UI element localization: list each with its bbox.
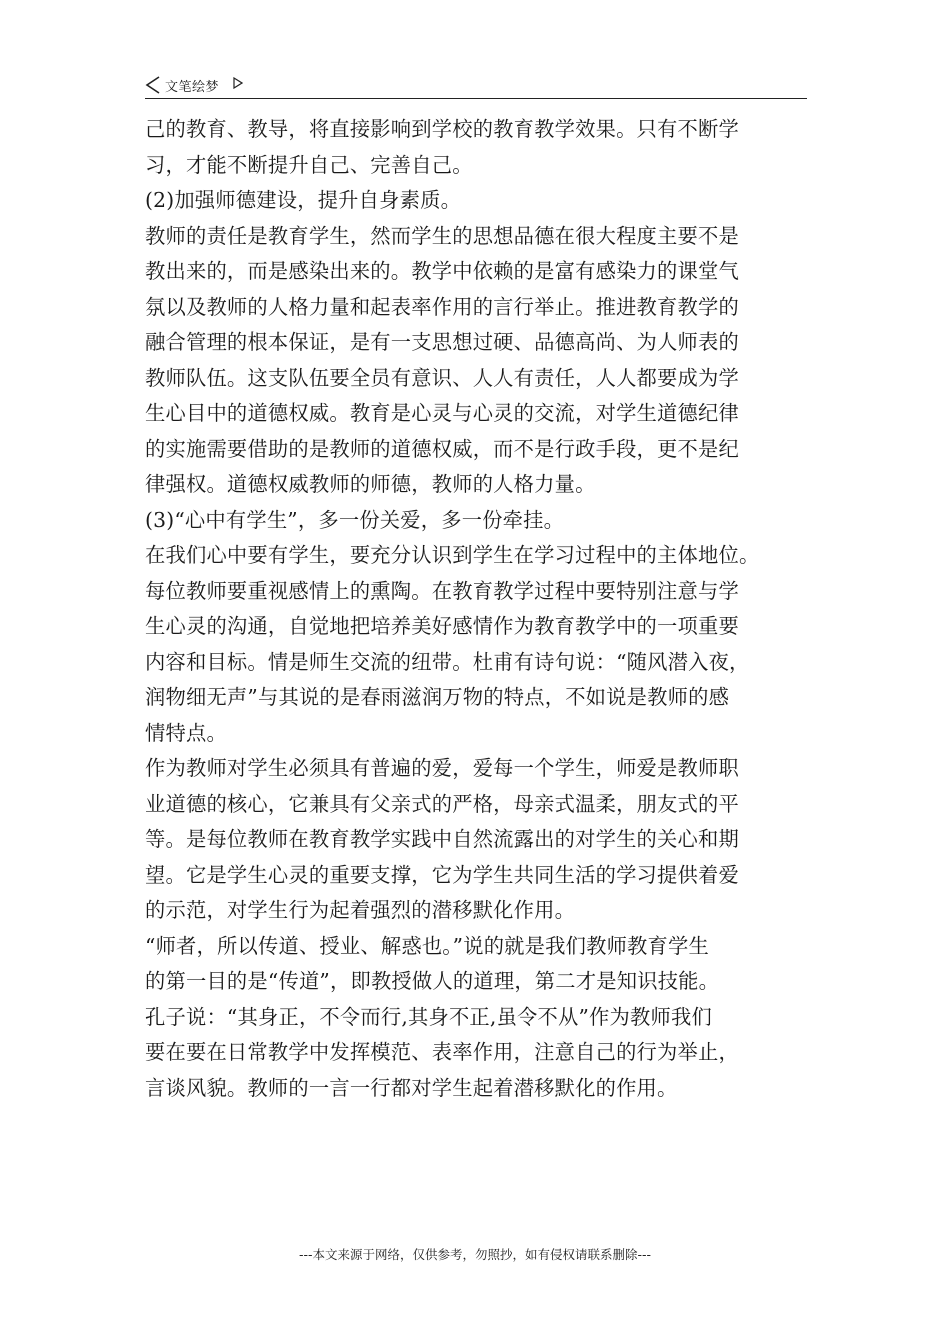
- document-body: [145, 112, 811, 1106]
- page-footer: ---本文来源于网络，仅供参考，勿照抄，如有侵权请联系删除---: [298, 1247, 652, 1262]
- text-line: 孔子说：“其身正，不令而行,其身不正,虽令不从”作为教师我们: [145, 1004, 712, 1029]
- text-line: 生心灵的沟通，自觉地把培养美好感情作为教育教学中的一项重要: [145, 614, 739, 638]
- text-line: 要在要在日常教学中发挥模范、表率作用，注意自己的行为举止，: [145, 1040, 739, 1064]
- text-line: 每位教师要重视感情上的熏陶。在教育教学过程中要特别注意与学: [145, 578, 739, 603]
- left-triangle-icon: [145, 76, 161, 94]
- text-line: 习，才能不断提升自己、完善自己。: [145, 152, 473, 177]
- text-line: 教出来的，而是感染出来的。教学中依赖的是富有感染力的课堂气: [145, 259, 739, 283]
- text-line: 望。它是学生心灵的重要支撑，它为学生共同生活的学习提供着爱: [145, 862, 739, 887]
- text-line: 言谈风貌。教师的一言一行都对学生起着潜移默化的作用。: [145, 1075, 678, 1100]
- text-line: 氛以及教师的人格力量和起表率作用的言行举止。推进教育教学的: [145, 294, 739, 319]
- text-line: 生心目中的道德权威。教育是心灵与心灵的交流，对学生道德纪律: [145, 401, 739, 425]
- text-line: 的示范，对学生行为起着强烈的潜移默化作用。: [145, 898, 576, 922]
- page-header: [145, 74, 807, 99]
- text-line: 等。是每位教师在教育教学实践中自然流露出的对学生的关心和期: [145, 827, 739, 851]
- text-line: 内容和目标。情是师生交流的纽带。杜甫有诗句说：“随风潜入夜，: [145, 649, 750, 674]
- text-line: 教师的责任是教育学生，然而学生的思想品德在很大程度主要不是: [145, 223, 739, 248]
- text-line: 作为教师对学生必须具有普遍的爱，爱每一个学生，师爱是教师职: [145, 756, 739, 780]
- text-line: 的第一目的是“传道”，即教授做人的道理，第二才是知识技能。: [145, 969, 720, 993]
- text-line: 情特点。: [145, 720, 227, 745]
- text-line: “师者，所以传道、授业、解惑也。”说的就是我们教师教育学生: [145, 933, 709, 958]
- text-line: 己的教育、教导，将直接影响到学校的教育教学效果。只有不断学: [145, 117, 739, 141]
- text-line: 教师队伍。这支队伍要全员有意识、人人有责任，人人都要成为学: [145, 365, 739, 390]
- right-triangle-icon: [233, 77, 243, 89]
- text-line: 润物细无声”与其说的是春雨滋润万物的特点，不如说是教师的感: [145, 685, 730, 709]
- text-line: 的实施需要借助的是教师的道德权威，而不是行政手段，更不是纪: [145, 436, 739, 461]
- text-line: 在我们心中要有学生，要充分认识到学生在学习过程中的主体地位。: [145, 543, 760, 567]
- header-title: 文笔绘梦: [165, 80, 220, 95]
- section-heading: (2)加强师德建设，提升自身素质。: [145, 188, 462, 212]
- text-line: 业道德的核心，它兼具有父亲式的严格，母亲式温柔，朋友式的平: [145, 791, 739, 816]
- text-line: 融合管理的根本保证，是有一支思想过硬、品德高尚、为人师表的: [145, 330, 739, 354]
- section-heading: (3)“心中有学生”，多一份关爱，多一份牵挂。: [145, 507, 565, 532]
- text-line: 律强权。道德权威教师的师德，教师的人格力量。: [145, 472, 596, 496]
